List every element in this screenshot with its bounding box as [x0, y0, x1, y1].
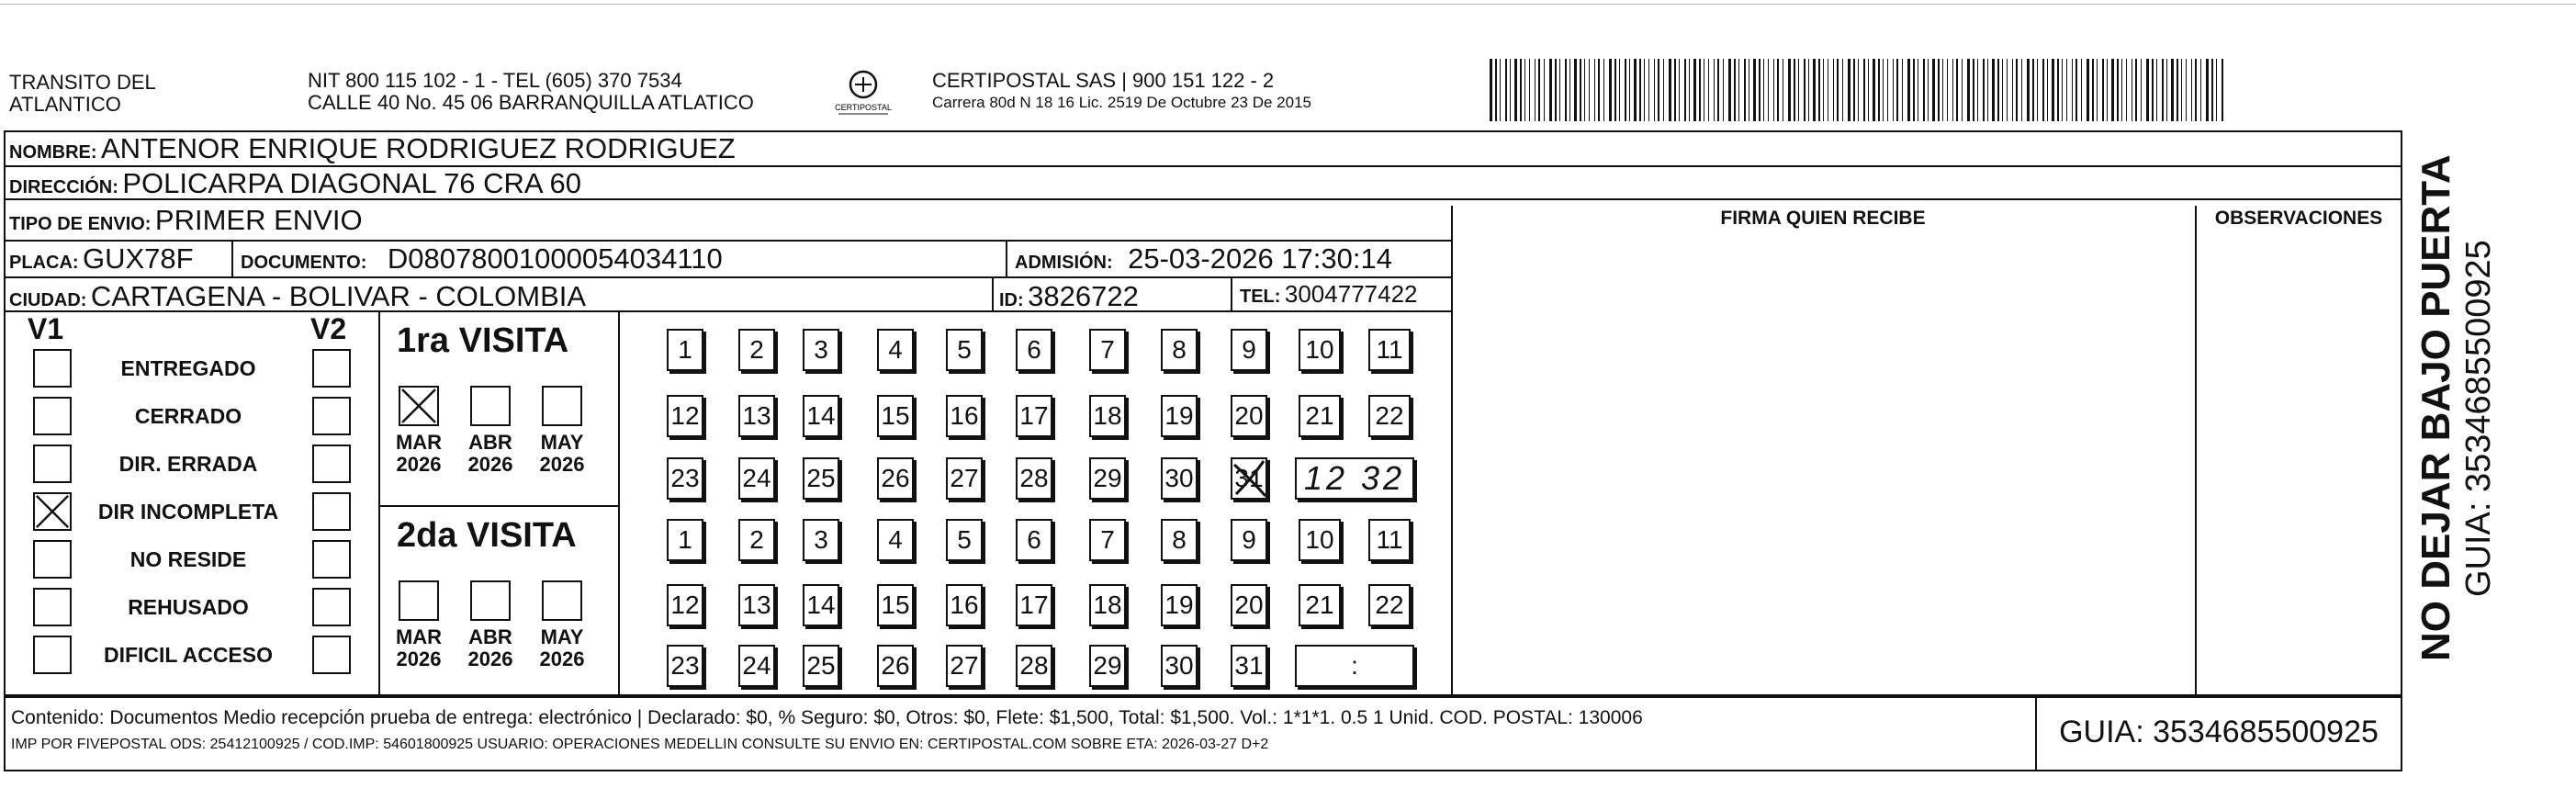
v2-checkbox[interactable]: [312, 540, 351, 579]
nombre-value: ANTENOR ENRIQUE RODRIGUEZ RODRIGUEZ: [101, 132, 736, 164]
second-visit-day[interactable]: 15: [877, 584, 914, 626]
v2-checkbox[interactable]: [312, 445, 351, 483]
org-name: [9, 72, 156, 116]
second-visit-day[interactable]: 14: [803, 584, 839, 626]
second-visit-day[interactable]: 23: [667, 645, 703, 687]
month-label: MAR 2026: [395, 625, 443, 670]
second-visit-day[interactable]: 4: [877, 519, 914, 561]
first-visit-day[interactable]: 9: [1231, 329, 1267, 371]
v2-label: V2: [310, 312, 347, 345]
second-visit-day[interactable]: 19: [1161, 584, 1198, 626]
nit-line: NIT 800 115 102 - 1 - TEL (605) 370 7534: [308, 69, 682, 92]
barcode: [1490, 59, 2224, 121]
v2-checkbox[interactable]: [312, 636, 351, 674]
v1-checkbox[interactable]: [33, 492, 72, 531]
v2-checkbox[interactable]: [312, 588, 351, 626]
first-visit-day[interactable]: 22: [1368, 395, 1411, 437]
id-label: ID:: [999, 290, 1024, 310]
status-label: CERRADO: [134, 404, 242, 428]
second-visit-month-checkbox[interactable]: [542, 580, 582, 621]
first-visit-month-checkbox[interactable]: [399, 386, 439, 426]
nombre-row: [9, 132, 736, 165]
first-visit-day[interactable]: 16: [946, 395, 983, 437]
tel-value: 3004777422: [1284, 280, 1418, 308]
tipo-value: PRIMER ENVIO: [154, 204, 363, 236]
first-visit-day[interactable]: 5: [946, 329, 983, 371]
direccion-row: [9, 167, 581, 200]
svg-text:CERTIPOSTAL: CERTIPOSTAL: [835, 103, 892, 112]
second-visit-day[interactable]: 1: [667, 519, 703, 561]
status-label: DIR INCOMPLETA: [97, 500, 279, 523]
second-visit-day[interactable]: 16: [946, 584, 983, 626]
top-rule: [0, 4, 2576, 5]
address-line: CALLE 40 No. 45 06 BARRANQUILLA ATLATICO: [308, 91, 754, 114]
second-visit-day[interactable]: 5: [946, 519, 983, 561]
admision-row: [1015, 242, 1392, 276]
second-visit-day[interactable]: 31: [1231, 645, 1267, 687]
second-visit-day[interactable]: 20: [1231, 584, 1267, 626]
placa-row: [9, 242, 194, 276]
documento-label: DOCUMENTO:: [241, 253, 367, 273]
second-visit-day[interactable]: 8: [1161, 519, 1198, 561]
ciudad-label: CIUDAD:: [9, 290, 87, 310]
v2-checkbox[interactable]: [312, 397, 351, 435]
placa-value: GUX78F: [83, 242, 194, 275]
second-visit-day[interactable]: 29: [1089, 645, 1126, 687]
second-visit-day[interactable]: 9: [1231, 519, 1267, 561]
v1-checkbox[interactable]: [33, 636, 72, 674]
handwritten-x-icon: [1231, 457, 1267, 500]
first-visit-day[interactable]: 12: [667, 395, 703, 437]
status-label: DIR. ERRADA: [118, 452, 258, 476]
first-visit-day[interactable]: 4: [877, 329, 914, 371]
first-visit-day[interactable]: 11: [1368, 329, 1411, 371]
first-visit-day[interactable]: 27: [946, 457, 983, 500]
nombre-label: NOMBRE:: [9, 142, 97, 163]
first-visit-day[interactable]: 1: [667, 329, 703, 371]
first-visit-month-checkbox[interactable]: [470, 386, 511, 426]
v1-label: V1: [28, 312, 64, 345]
v1-checkbox[interactable]: [33, 349, 72, 388]
v1-checkbox[interactable]: [33, 397, 72, 435]
first-visit-day[interactable]: 25: [803, 457, 839, 500]
first-visit-day[interactable]: 30: [1161, 457, 1198, 500]
org-line1: TRANSITO DEL: [9, 71, 156, 94]
first-visit-day[interactable]: 10: [1299, 329, 1341, 371]
month-label: MAR 2026: [395, 431, 443, 476]
second-visit-day[interactable]: 17: [1016, 584, 1052, 626]
second-visit-day[interactable]: 10: [1299, 519, 1341, 561]
first-visit-day[interactable]: 18: [1089, 395, 1126, 437]
second-visit-day[interactable]: 21: [1299, 584, 1341, 626]
first-visit-day[interactable]: 14: [803, 395, 839, 437]
second-visit-day[interactable]: 6: [1016, 519, 1052, 561]
first-visit-day[interactable]: 2: [738, 329, 775, 371]
tipo-row: [9, 204, 363, 237]
admision-label: ADMISIÓN:: [1015, 253, 1113, 273]
second-visit-day[interactable]: 3: [803, 519, 839, 561]
status-label: NO RESIDE: [129, 547, 247, 571]
second-visit-title: 2da VISITA: [397, 516, 577, 555]
observaciones-label: OBSERVACIONES: [2214, 208, 2383, 229]
second-visit-day[interactable]: 2: [738, 519, 775, 561]
carrier-line2: Carrera 80d N 18 16 Lic. 2519 De Octubre 23 De 2015: [932, 94, 1311, 111]
first-visit-day[interactable]: 29: [1089, 457, 1126, 500]
status-label: ENTREGADO: [120, 356, 256, 380]
second-visit-day[interactable]: 18: [1089, 584, 1126, 626]
first-visit-day[interactable]: 31: [1231, 457, 1267, 500]
second-visit-day[interactable]: 13: [738, 584, 775, 626]
imp-line: IMP POR FIVEPOSTAL ODS: 25412100925 / COD.IMP: 54601800925 USUARIO: OPERACIONES MEDELLIN CONSULTE SU ENVIO EN: CERTIPOSTAL.COM SOBRE ETA: 2026-03-27 D+2: [11, 737, 1269, 752]
org-contact: [308, 70, 754, 114]
carrier-line1: CERTIPOSTAL SAS | 900 151 122 - 2: [932, 69, 1275, 92]
first-visit-day[interactable]: 15: [877, 395, 914, 437]
footer-guia: GUIA: 3534685500925: [2059, 715, 2379, 749]
org-line2: ATLANTICO: [9, 93, 121, 116]
second-visit-day[interactable]: 30: [1161, 645, 1198, 687]
first-visit-day[interactable]: 23: [667, 457, 703, 500]
x-mark-icon: [35, 494, 70, 529]
first-visit-day[interactable]: 24: [738, 457, 775, 500]
v1-checkbox[interactable]: [33, 540, 72, 579]
first-visit-day[interactable]: 28: [1016, 457, 1052, 500]
second-visit-day[interactable]: 28: [1016, 645, 1052, 687]
v2-checkbox[interactable]: [312, 349, 351, 388]
first-visit-day[interactable]: 13: [738, 395, 775, 437]
side-guia: GUIA: 3534685500925: [2459, 240, 2498, 597]
first-visit-day[interactable]: 21: [1299, 395, 1341, 437]
id-value: 3826722: [1028, 280, 1139, 312]
ciudad-row: [9, 280, 586, 313]
month-label: MAY 2026: [539, 625, 585, 670]
id-row: [999, 280, 1139, 313]
tel-label: TEL:: [1240, 287, 1281, 307]
second-visit-month-checkbox[interactable]: [399, 580, 439, 621]
second-visit-day[interactable]: 7: [1089, 519, 1126, 561]
carrier-logo: [831, 68, 895, 118]
second-visit-day[interactable]: 27: [946, 645, 983, 687]
first-visit-day[interactable]: 7: [1089, 329, 1126, 371]
first-visit-day[interactable]: 8: [1161, 329, 1198, 371]
tipo-label: TIPO DE ENVIO:: [9, 214, 152, 234]
first-visit-day[interactable]: 26: [877, 457, 914, 500]
documento-value: D08078001000054034110: [387, 242, 723, 275]
v1-checkbox[interactable]: [33, 588, 72, 626]
month-label: ABR 2026: [467, 625, 513, 670]
carrier-info: [932, 70, 1311, 112]
status-label: REHUSADO: [128, 595, 249, 619]
second-visit-day[interactable]: 24: [738, 645, 775, 687]
ciudad-value: CARTAGENA - BOLIVAR - COLOMBIA: [90, 280, 587, 312]
month-label: MAY 2026: [539, 431, 585, 476]
v2-checkbox[interactable]: [312, 492, 351, 531]
second-visit-day[interactable]: 12: [667, 584, 703, 626]
admision-value: 25-03-2026 17:30:14: [1128, 242, 1392, 275]
second-visit-month-checkbox[interactable]: [470, 580, 511, 621]
contenido-text: Contenido: Documentos Medio recepción prueba de entrega: electrónico | Declarado: $0, % Seguro: $0, Otros: $0, Flete: $1,500, Total: $1,500. Vol.: 1*1*1. 0.5 1 Unid. COD. POSTAL: 130006: [11, 707, 1643, 728]
first-visit-day[interactable]: 17: [1016, 395, 1052, 437]
tel-row: [1240, 280, 1418, 309]
first-visit-day[interactable]: 6: [1016, 329, 1052, 371]
documento-row: [241, 242, 723, 276]
first-visit-day[interactable]: 20: [1231, 395, 1267, 437]
second-visit-day[interactable]: 25: [803, 645, 839, 687]
first-visit-day[interactable]: 19: [1161, 395, 1198, 437]
x-mark-icon: [400, 388, 437, 424]
first-visit-title: 1ra VISITA: [397, 321, 569, 360]
first-visit-month-checkbox[interactable]: [542, 386, 582, 426]
second-visit-time[interactable]: :: [1295, 645, 1414, 687]
direccion-label: DIRECCIÓN:: [9, 177, 118, 197]
v1-checkbox[interactable]: [33, 445, 72, 483]
first-visit-day[interactable]: 3: [803, 329, 839, 371]
placa-label: PLACA:: [9, 253, 79, 273]
second-visit-day[interactable]: 22: [1368, 584, 1411, 626]
second-visit-day[interactable]: 11: [1368, 519, 1411, 561]
second-visit-day[interactable]: 26: [877, 645, 914, 687]
direccion-value: POLICARPA DIAGONAL 76 CRA 60: [122, 167, 581, 199]
firma-label: FIRMA QUIEN RECIBE: [1720, 208, 1926, 229]
first-visit-time[interactable]: 12 32: [1295, 457, 1414, 500]
side-no-dejar: NO DEJAR BAJO PUERTA: [2413, 154, 2458, 661]
status-label: DIFICIL ACCESO: [103, 643, 273, 667]
month-label: ABR 2026: [467, 431, 513, 476]
